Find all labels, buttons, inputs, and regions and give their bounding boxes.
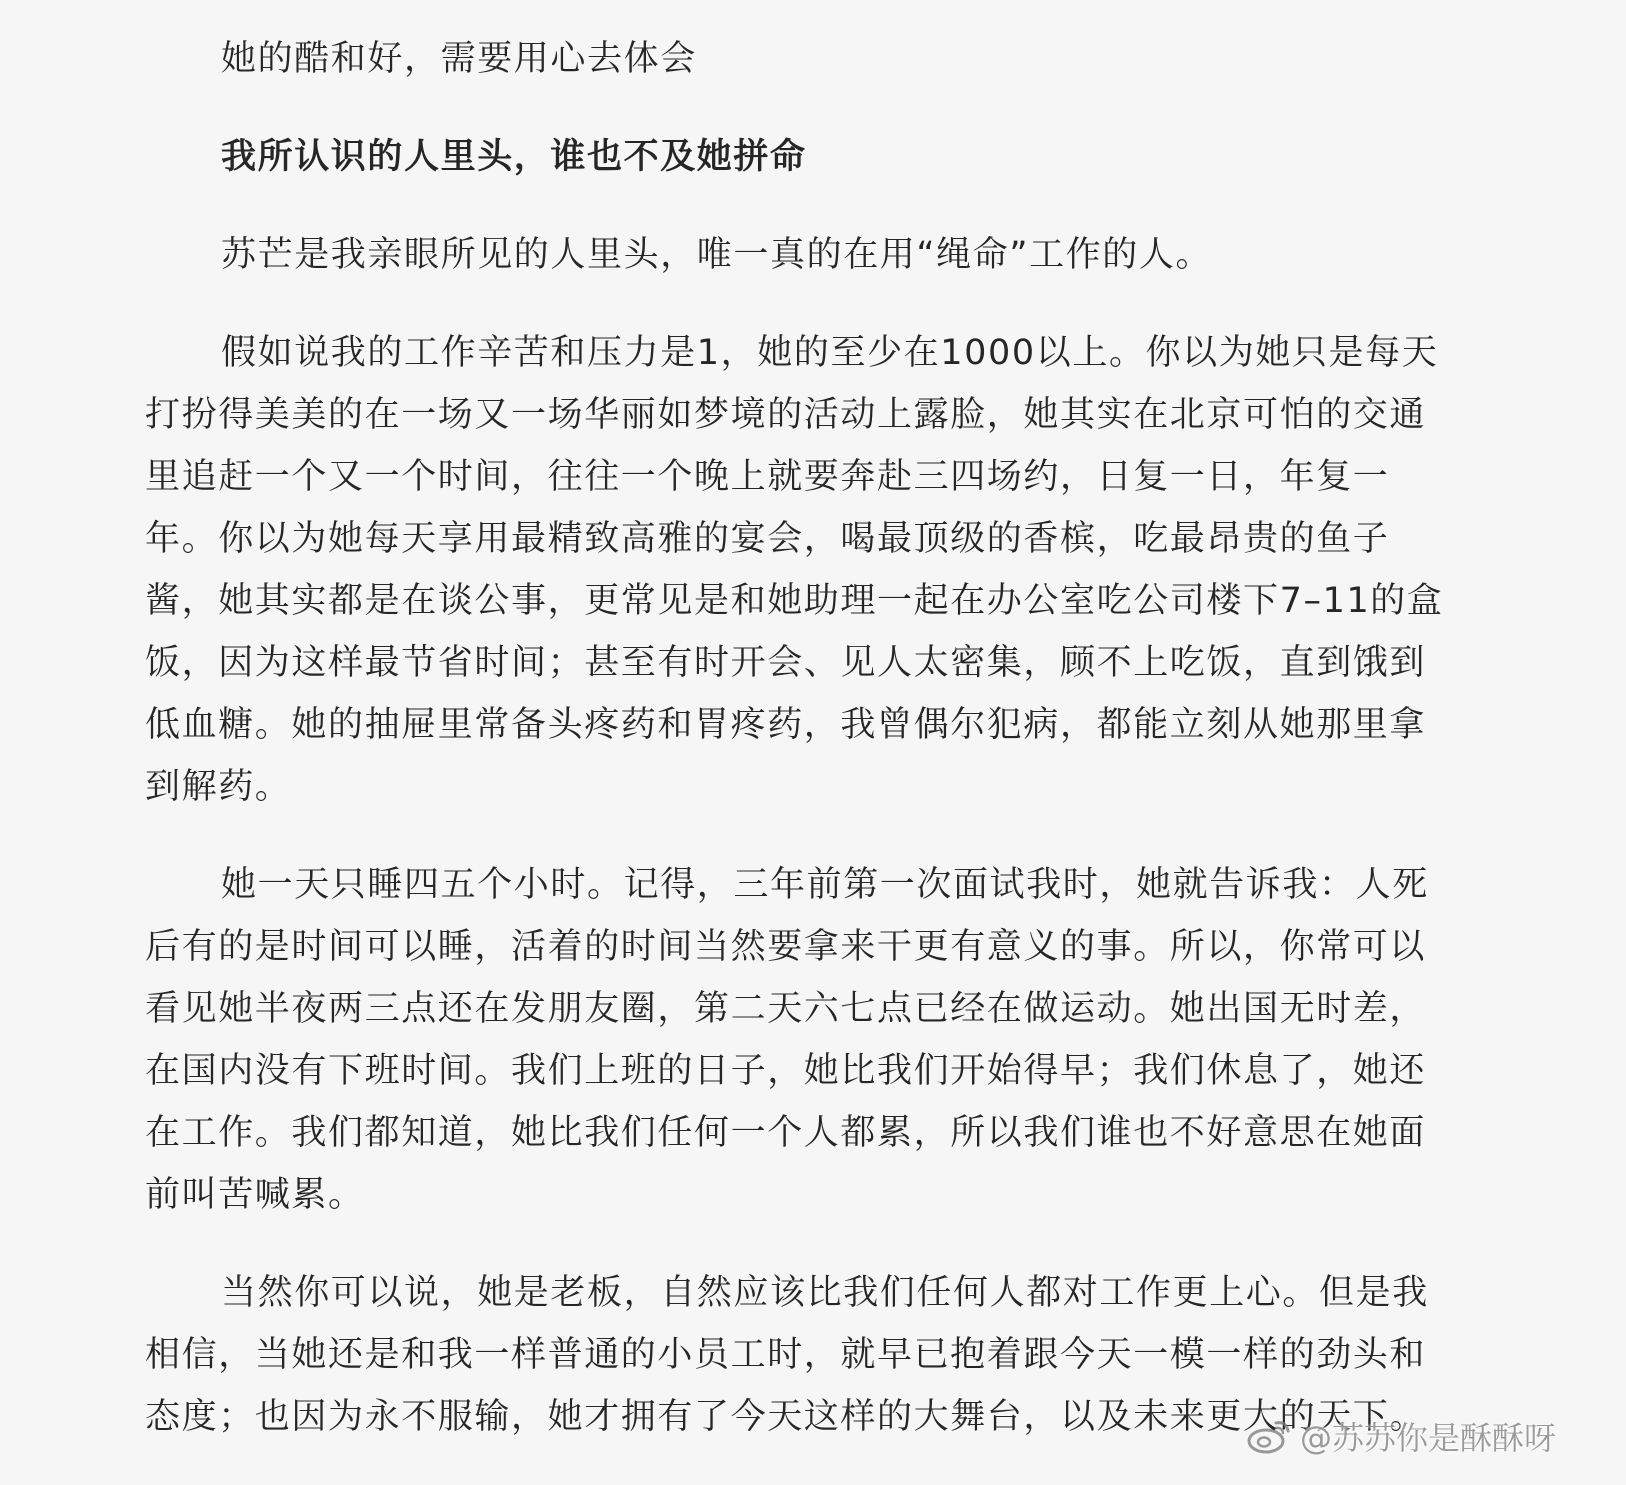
paragraph-line: 看见她半夜两三点还在发朋友圈，第二天六七点已经在做运动。她出国无时差， bbox=[145, 989, 1427, 1029]
paragraph-line: 年。你以为她每天享用最精致高雅的宴会，喝最顶级的香槟，吃最昂贵的鱼子 bbox=[145, 519, 1390, 559]
paragraph-line: 低血糖。她的抽屉里常备头疼药和胃疼药，我曾偶尔犯病，都能立刻从她那里拿 bbox=[145, 705, 1427, 745]
paragraph-gap bbox=[145, 1226, 1491, 1262]
paragraph-sleep bbox=[145, 854, 1491, 1226]
weibo-watermark bbox=[1246, 1413, 1556, 1459]
section-heading: 我所认识的人里头，谁也不及她拼命 bbox=[221, 137, 807, 177]
subheading-cool-and-kind: 她的酷和好，需要用心去体会 bbox=[221, 39, 697, 79]
paragraph-line: 在工作。我们都知道，她比我们任何一个人都累，所以我们谁也不好意思在她面 bbox=[145, 1113, 1427, 1153]
paragraph-gap bbox=[145, 188, 1491, 224]
weibo-icon bbox=[1246, 1417, 1292, 1455]
paragraph-line: 里追赶一个又一个时间，往往一个晚上就要奔赴三四场约，日复一日，年复一 bbox=[145, 457, 1390, 497]
paragraph-line: 当然你可以说，她是老板，自然应该比我们任何人都对工作更上心。但是我 bbox=[221, 1273, 1429, 1313]
paragraph-line: 前叫苦喊累。 bbox=[145, 1175, 365, 1215]
paragraph-gap bbox=[145, 818, 1491, 854]
paragraph-line: 相信，当她还是和我一样普通的小员工时，就早已抱着跟今天一模一样的劲头和 bbox=[145, 1335, 1427, 1375]
paragraph-work-pressure bbox=[145, 322, 1491, 818]
paragraph-line: 酱，她其实都是在谈公事，更常见是和她助理一起在办公室吃公司楼下7–11的盒 bbox=[145, 581, 1444, 621]
paragraph-gap bbox=[145, 286, 1491, 322]
paragraph-line: 她一天只睡四五个小时。记得，三年前第一次面试我时，她就告诉我：人死 bbox=[221, 865, 1429, 905]
paragraph-line: 苏芒是我亲眼所见的人里头，唯一真的在用“绳命”工作的人。 bbox=[221, 235, 1213, 275]
paragraph-line: 在国内没有下班时间。我们上班的日子，她比我们开始得早；我们休息了，她还 bbox=[145, 1051, 1427, 1091]
paragraph-line: 后有的是时间可以睡，活着的时间当然要拿来干更有意义的事。所以，你常可以 bbox=[145, 927, 1427, 967]
paragraph-gap bbox=[145, 90, 1491, 126]
article-body bbox=[145, 28, 1491, 1448]
paragraph-line: 到解药。 bbox=[145, 767, 292, 807]
paragraph-line: 饭，因为这样最节省时间；甚至有时开会、见人太密集，顾不上吃饭，直到饿到 bbox=[145, 643, 1427, 683]
paragraph-line: 态度；也因为永不服输，她才拥有了今天这样的大舞台，以及未来更大的天下。 bbox=[145, 1397, 1427, 1437]
watermark-handle: @苏苏你是酥酥呀 bbox=[1299, 1419, 1556, 1457]
paragraph-line: 假如说我的工作辛苦和压力是1，她的至少在1000以上。你以为她只是每天 bbox=[221, 333, 1439, 373]
paragraph-line: 打扮得美美的在一场又一场华丽如梦境的活动上露脸，她其实在北京可怕的交通 bbox=[145, 395, 1427, 435]
